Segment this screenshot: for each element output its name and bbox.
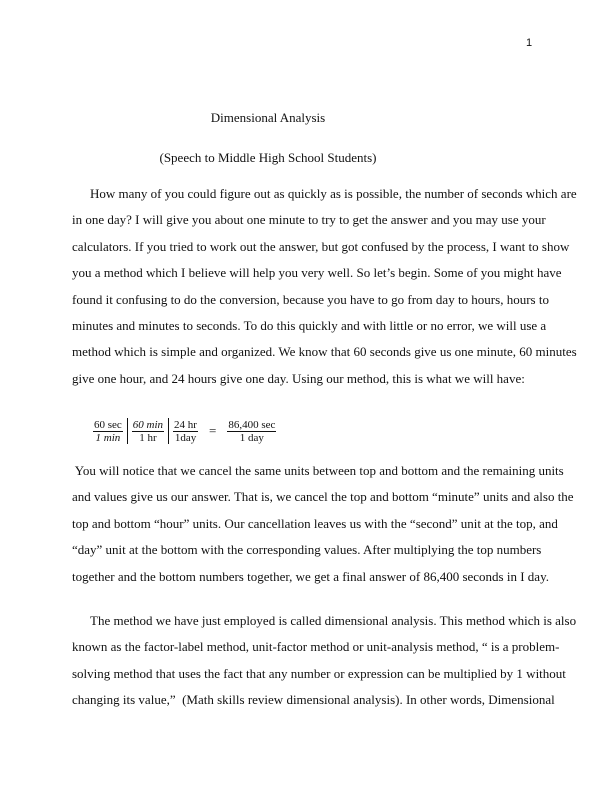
text-line: How many of you could figure out as quickly as is possible, the number of seconds which are: [90, 186, 577, 201]
text-line: You will notice that we cancel the same units between top and bottom and the remaining units: [72, 463, 564, 478]
fraction-minutes-per-hour: [129, 419, 167, 444]
fraction-numerator: 24 hr: [174, 418, 197, 431]
fraction-denominator: 1day: [174, 431, 197, 444]
text-line: in one day? I will give you about one minute to try to get the answer and you may use your: [72, 212, 546, 228]
paragraph-definition: [72, 608, 577, 714]
unit-conversion-equation: [90, 418, 279, 444]
fraction-denominator: 1 hr: [139, 431, 157, 444]
text-line: The method we have just employed is called dimensional analysis. This method which is also: [90, 613, 577, 628]
fraction-numerator: 60 sec: [94, 418, 122, 431]
fraction-result: [224, 419, 279, 444]
text-line: and values give us our answer. That is, we cancel the top and bottom “minute” units and also the: [72, 489, 574, 505]
equals-sign: =: [208, 423, 217, 438]
document-subtitle: (Speech to Middle High School Students): [159, 150, 377, 165]
text-line: method which is simple and organized. We know that 60 seconds give us one minute, 60 minutes: [72, 344, 577, 360]
text-line: calculators. If you tried to work out the answer, but got confused by the process, I want to show: [72, 238, 570, 254]
fraction-separator: [127, 418, 128, 444]
fraction-numerator: 60 min: [132, 418, 164, 431]
text-line: together and the bottom numbers together, we get a final answer of 86,400 seconds in I day.: [72, 568, 549, 584]
fraction-hours-per-day: [170, 419, 201, 444]
paragraph-cancellation: [72, 458, 574, 590]
text-line: “day” unit at the bottom with the corresponding values. After multiplying the top numbers: [72, 542, 542, 558]
text-line: found it confusing to do the conversion, because you have to go from day to hours, hours to: [72, 291, 549, 307]
fraction-denominator: 1 min: [95, 431, 121, 444]
text-line: give one hour, and 24 hours give one day. Using our method, this is what we will have:: [72, 370, 525, 386]
text-line: solving method that uses the fact that any number or expression can be multiplied by 1 without: [72, 665, 566, 681]
text-line: changing its value,” (Math skills review dimensional analysis). In other words, Dimensional: [72, 692, 555, 708]
paragraph-intro: [72, 181, 577, 392]
document-title: Dimensional Analysis: [210, 110, 326, 125]
fraction-denominator: 1 day: [239, 431, 264, 444]
page-number: 1: [526, 37, 533, 49]
text-line: known as the factor-label method, unit-factor method or unit-analysis method, “ is a problem-: [72, 639, 560, 655]
text-line: minutes and minutes to seconds. To do this quickly and with little or no error, we will use a: [72, 317, 547, 333]
text-line: top and bottom “hour” units. Our cancellation leaves us with the “second” unit at the top, and: [72, 515, 558, 531]
fraction-seconds-per-minute: [90, 419, 126, 444]
fraction-numerator: 86,400 sec: [228, 418, 276, 431]
fraction-separator: [168, 418, 169, 444]
text-line: you a method which I believe will help you very well. So let’s begin. Some of you might have: [72, 265, 562, 281]
